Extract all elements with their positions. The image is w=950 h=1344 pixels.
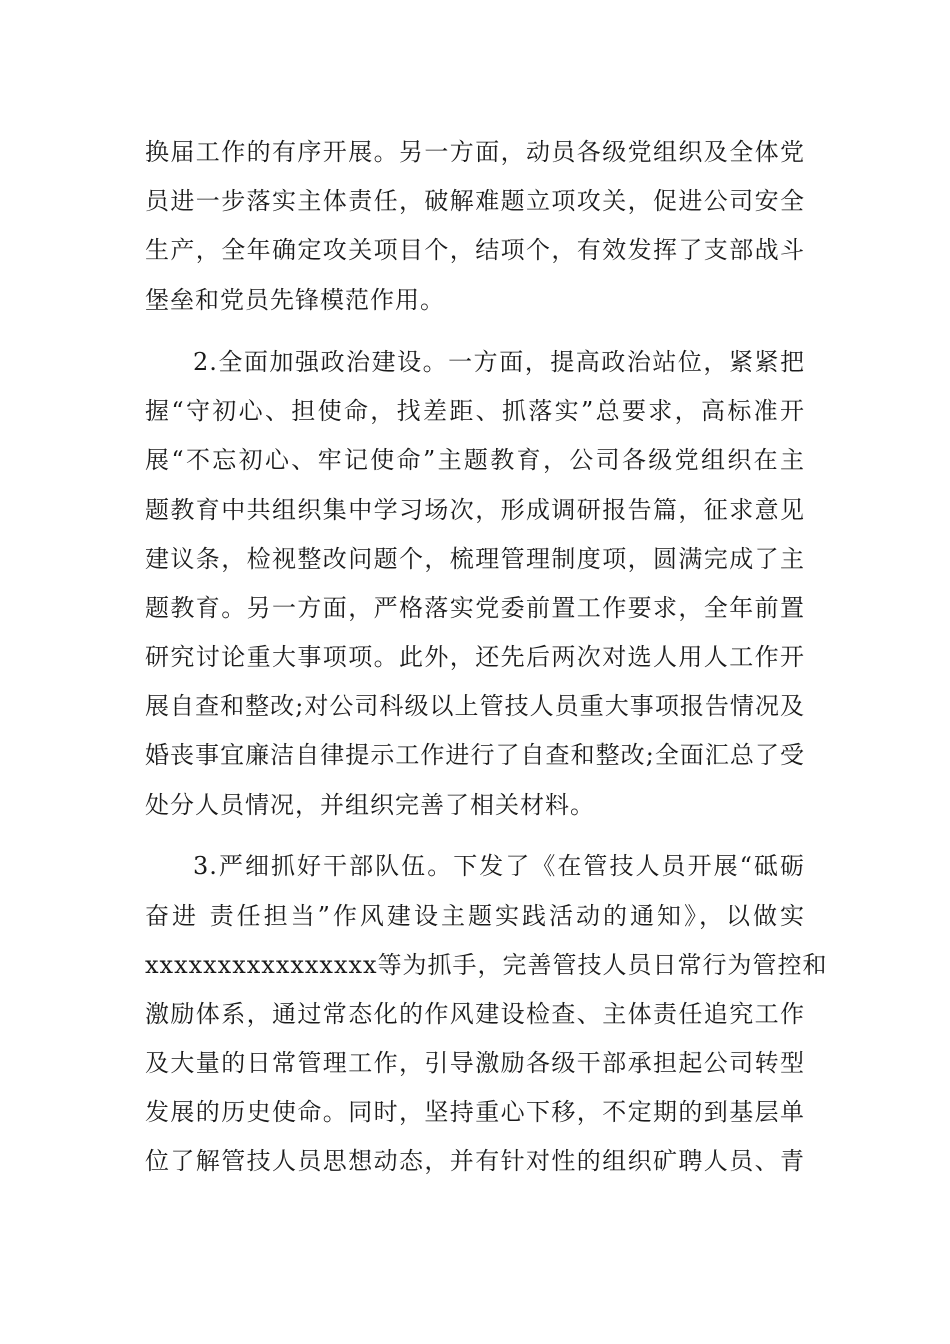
paragraph-line: 婚丧事宜廉洁自律提示工作进行了自查和整改;全面汇总了受: [145, 741, 805, 769]
paragraph-line: 及大量的日常管理工作，引导激励各级干部承担起公司转型: [145, 1049, 805, 1077]
paragraph-line: 3.严细抓好干部队伍。下发了《在管技人员开展“砥砺: [193, 852, 805, 880]
paragraph-line: 激励体系，通过常态化的作风建设检查、主体责任追究工作: [145, 1000, 805, 1028]
paragraph-line: 研究讨论重大事项项。此外，还先后两次对选人用人工作开: [145, 643, 805, 671]
paragraph-line: 处分人员情况，并组织完善了相关材料。: [145, 791, 595, 819]
paragraph-line: 题教育。另一方面，严格落实党委前置工作要求，全年前置: [145, 594, 805, 622]
paragraph-line: 堡垒和党员先锋模范作用。: [145, 286, 445, 314]
paragraph-line: 建议条，检视整改问题个，梳理管理制度项，圆满完成了主: [145, 545, 805, 573]
paragraph-line: 发展的历史使命。同时，坚持重心下移，不定期的到基层单: [145, 1098, 805, 1126]
paragraph-line: 题教育中共组织集中学习场次，形成调研报告篇，征求意见: [145, 496, 805, 524]
paragraph-line: 展“不忘初心、牢记使命”主题教育，公司各级党组织在主: [145, 446, 805, 474]
paragraph-line: 员进一步落实主体责任，破解难题立项攻关，促进公司安全: [145, 187, 805, 215]
paragraph-line: 位了解管技人员思想动态，并有针对性的组织矿聘人员、青: [145, 1147, 805, 1175]
paragraph-line: 2.全面加强政治建设。一方面，提高政治站位，紧紧把: [193, 348, 805, 376]
paragraph-line: 换届工作的有序开展。另一方面，动员各级党组织及全体党: [145, 138, 805, 166]
paragraph-line: 奋进 责任担当”作风建设主题实践活动的通知》，以做实: [145, 902, 805, 930]
paragraph-line: 展自查和整改;对公司科级以上管技人员重大事项报告情况及: [145, 692, 805, 720]
paragraph-line: 生产，全年确定攻关项目个，结项个，有效发挥了支部战斗: [145, 236, 805, 264]
paragraph-line: 握“守初心、担使命，找差距、抓落实”总要求，高标准开: [145, 397, 805, 425]
paragraph-line: xxxxxxxxxxxxxxxx等为抓手，完善管技人员日常行为管控和: [145, 951, 828, 979]
